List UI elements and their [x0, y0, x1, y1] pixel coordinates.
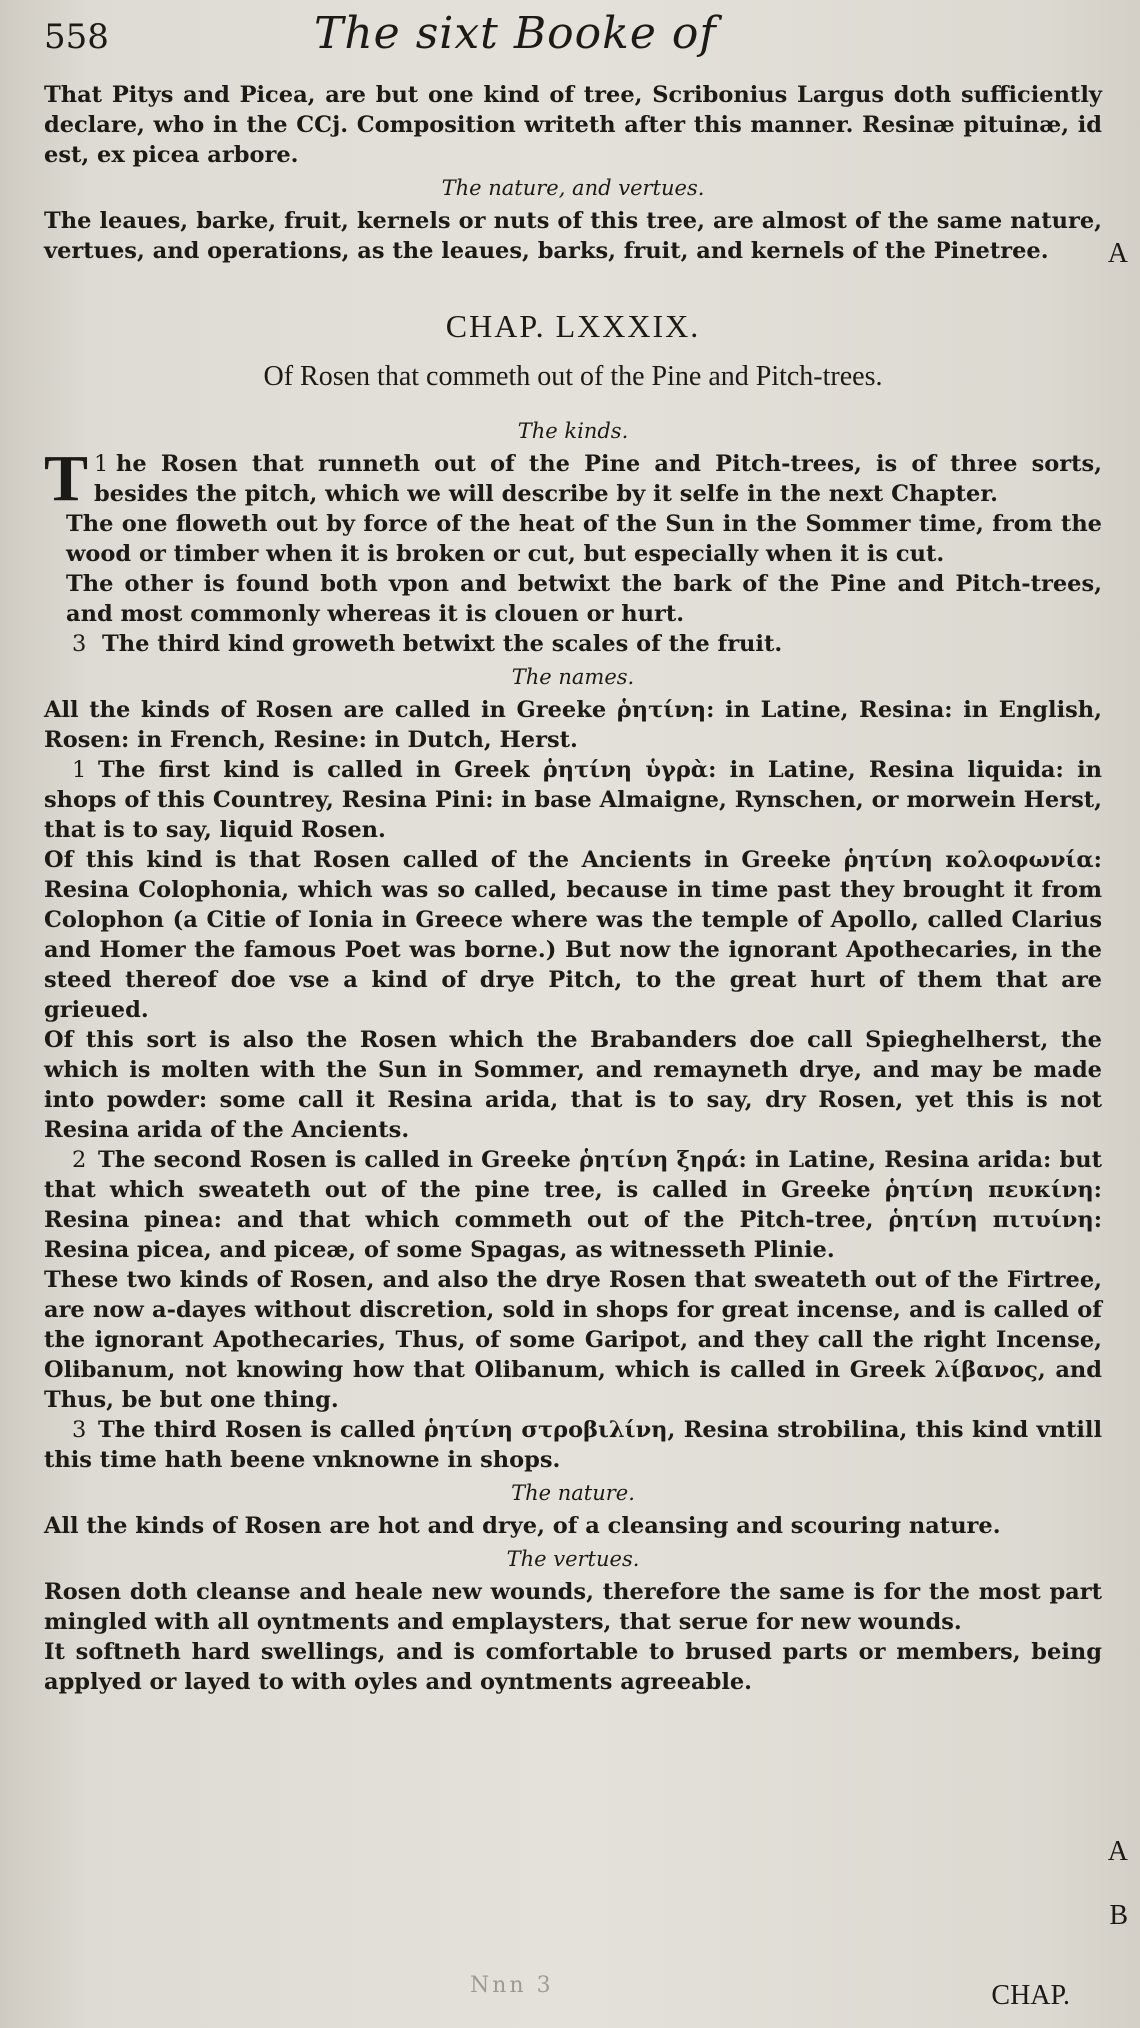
margin-letter: A: [1107, 238, 1128, 269]
page-number: 558: [44, 17, 109, 57]
section-heading-nature: The nature.: [511, 1481, 635, 1505]
signature-mark: Nnn 3: [470, 1973, 554, 1998]
margin-letter: A: [1107, 1836, 1128, 1867]
running-head: [44, 8, 1102, 80]
section-heading-vertues: The vertues.: [506, 1547, 640, 1571]
names-paragraph: [44, 1415, 1102, 1475]
names-paragraph: Of this sort is also the Rosen which the Brabanders doe call Spieghelherst, the which is molten with the Sun in Sommer, and remayneth drye, and may be made into powder: some call it Resina arida, that is to say, dry Rosen, yet this is not Resina arida of the Ancients.: [44, 1027, 1102, 1143]
margin-letter: B: [1109, 1900, 1128, 1931]
chapter-title: Of Rosen that commeth out of the Pine and Pitch-trees.: [263, 361, 883, 392]
running-title: The sixt Booke of: [314, 8, 717, 59]
drop-cap: T: [44, 442, 89, 515]
kinds-paragraph: [44, 442, 1102, 515]
catchword: CHAP.: [991, 1980, 1070, 2011]
paragraph-number: 3: [72, 631, 87, 657]
section-heading-kinds: The kinds.: [517, 419, 629, 443]
names-text: The third Rosen is called ῥητίνη στροβιλίνη, Resina strobilina, this kind vntill this time hath beene vnknowne in shops.: [44, 1417, 1102, 1473]
kinds-paragraph: The one floweth out by force of the heat of the Sun in the Sommer time, from the wood or timber when it is broken or cut, but especially when it is cut.: [66, 511, 1102, 567]
names-paragraph: Of this kind is that Rosen called of the Ancients in Greeke ῥητίνη κολοφωνία: Resina Colophonia, which was so called, because in time past they brought it from Colophon (a Citie of Ionia in Greece where was the temple of Apollo, called Clarius and Homer the famous Poet was borne.) But now the ignorant Apothecaries, in the steed thereof doe vse a kind of drye Pitch, to the great hurt of them that are grieued.: [44, 847, 1102, 1023]
kinds-paragraph: The other is found both vpon and betwixt the bark of the Pine and Pitch-trees, and most commonly whereas it is clouen or hurt.: [66, 571, 1102, 627]
names-text: The first kind is called in Greek ῥητίνη ὑγρὰ: in Latine, Resina liquida: in shops of this Countrey, Resina Pini: in base Almaigne, Rynschen, or morwein Herst, that is to say, liquid Rosen.: [44, 757, 1102, 843]
intro-paragraph: The leaues, barke, fruit, kernels or nuts of this tree, are almost of the same nature, vertues, and operations, as the leaues, barks, fruit, and kernels of the Pinetree.: [44, 208, 1102, 264]
intro-paragraph: That Pitys and Picea, are but one kind of tree, Scribonius Largus doth sufficiently declare, who in the CCj. Composition writeth after this manner. Resinæ pituinæ, id est, ex picea arbore.: [44, 82, 1102, 168]
names-paragraph: [44, 755, 1102, 845]
paragraph-number: 3: [72, 1417, 87, 1443]
section-heading-names: The names.: [511, 665, 635, 689]
names-text: The second Rosen is called in Greeke ῥητίνη ξηρά: in Latine, Resina arida: but that which sweateth out of the pine tree, is called in Greeke ῥητίνη πευκίνη: Resina pinea: and that which commeth out of the Pitch-tree, ῥητίνη πιτυίνη: Resina picea, and piceæ, of some Spagas, as witnesseth Plinie.: [44, 1147, 1102, 1263]
vertues-paragraph: Rosen doth cleanse and heale new wounds, therefore the same is for the most part mingled with all oyntments and emplaysters, that serue for new wounds.: [44, 1579, 1102, 1635]
paragraph-number: 2: [72, 1147, 87, 1173]
names-paragraph: These two kinds of Rosen, and also the drye Rosen that sweateth out of the Firtree, are now a-dayes without discretion, sold in shops for great incense, and is called of the ignorant Apothecaries, Thus, of some Garipot, and they call the right Incense, Olibanum, not knowing how that Olibanum, which is called in Greek λίβανος, and Thus, be but one thing.: [44, 1267, 1102, 1413]
paragraph-number: 1: [72, 757, 87, 783]
names-paragraph: All the kinds of Rosen are called in Greeke ῥητίνη: in Latine, Resina: in English, Rosen: in French, Resine: in Dutch, Herst.: [44, 697, 1102, 753]
kinds-text: The third kind groweth betwixt the scales of the fruit.: [102, 631, 783, 657]
kinds-text: he Rosen that runneth out of the Pine and Pitch-trees, is of three sorts, besides the pitch, which we will describe by it selfe in the next Chapter.: [94, 451, 1102, 507]
names-paragraph: [44, 1145, 1102, 1265]
paragraph-number: 1: [94, 451, 109, 477]
nature-paragraph: All the kinds of Rosen are hot and drye, of a cleansing and scouring nature.: [44, 1513, 1001, 1539]
section-heading-nature-vertues: The nature, and vertues.: [441, 176, 705, 200]
vertues-paragraph: It softneth hard swellings, and is comfortable to brused parts or members, being applyed or layed to with oyles and oyntments agreeable.: [44, 1639, 1102, 1695]
kinds-paragraph: [44, 629, 1102, 659]
chapter-number: CHAP. LXXXIX.: [445, 308, 701, 344]
